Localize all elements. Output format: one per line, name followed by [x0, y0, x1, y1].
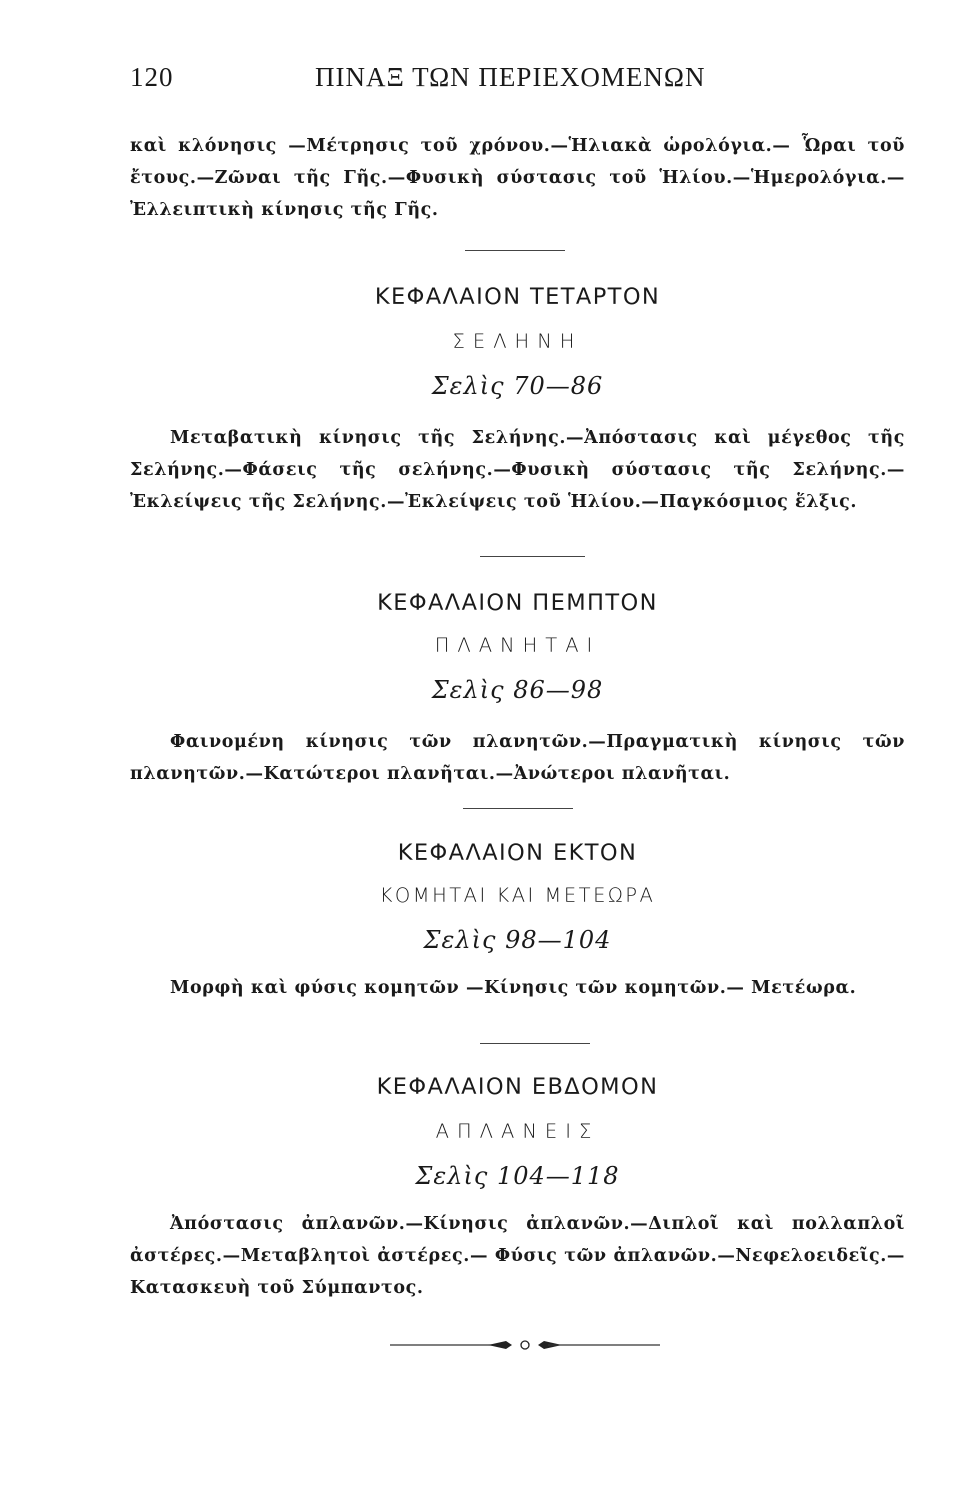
chapter-pages: Σελὶς 98—104 — [423, 926, 612, 954]
chapter-subtitle: ΚΟΜΗΤΑΙ ΚΑΙ ΜΕΤΕΩΡΑ — [379, 884, 656, 907]
chapter-contents: Ἀπόστασις ἀπλανῶν.—Κίνησις ἀπλανῶν.—Διπλοῖ καὶ πολλαπλοῖ ἀστέρες.—Μεταβλητοὶ ἀστέρες.— Φύσις τῶν ἀπλανῶν.—Νεφελοειδεῖς.—Κατασκευὴ τοῦ Σύμπαντος. — [130, 1214, 905, 1298]
page-header — [130, 62, 830, 98]
section-divider — [463, 808, 573, 809]
chapter-heading: ΚΕΦΑΛΑΙΟΝ ΠΕΜΠΤΟΝ — [377, 590, 658, 616]
ornament-flourish — [390, 1332, 660, 1358]
section-divider — [480, 556, 585, 557]
chapter-heading: ΚΕΦΑΛΑΙΟΝ ΤΕΤΑΡΤΟΝ — [374, 284, 661, 310]
chapter-pages: Σελὶς 104—118 — [415, 1162, 620, 1190]
page-number: 120 — [130, 62, 174, 92]
running-title: ΠΙΝΑΞ ΤΩΝ ΠΕΡΙΕΧΟΜΕΝΩΝ — [315, 62, 706, 92]
ornament-center-circle — [521, 1341, 529, 1349]
chapter-contents: Μεταβατικὴ κίνησις τῆς Σελήνης.—Ἀπόστασις καὶ μέγεθος τῆς Σελήνης.—Φάσεις τῆς σελήνης.—Φυσικὴ σύστασις τῆς Σελήνης.—Ἐκλείψεις τῆς Σελήνης.—Ἐκλείψεις τοῦ Ἡλίου.—Παγκόσμιος ἕλξις. — [130, 428, 905, 512]
chapter-contents: Φαινομένη κίνησις τῶν πλανητῶν.—Πραγματικὴ κίνησις τῶν πλανητῶν.—Κατώτεροι πλανῆται.—Ἀνώτεροι πλανῆται. — [130, 732, 905, 784]
chapter-heading: ΚΕΦΑΛΑΙΟΝ ΕΚΤΟΝ — [397, 840, 638, 866]
chapter-subtitle: ΠΛΑΝΗΤΑΙ — [434, 634, 601, 657]
chapter-contents: Μορφὴ καὶ φύσις κομητῶν —Κίνησις τῶν κομητῶν.— Μετέωρα. — [170, 978, 857, 998]
chapter-heading: ΚΕΦΑΛΑΙΟΝ ΕΒΔΟΜΟΝ — [376, 1074, 659, 1100]
section-divider — [480, 1043, 590, 1044]
intro-paragraph: καὶ κλόνησις —Μέτρησις τοῦ χρόνου.—Ἡλιακὰ ὡρολόγια.— Ὧραι τοῦ ἔτους.—Ζῶναι τῆς Γῆς.—Φυσικὴ σύστασις τοῦ Ἡλίου.—Ἡμερολόγια.—Ἐλλειπτικὴ κίνησις τῆς Γῆς. — [130, 136, 905, 220]
chapter-subtitle: ΣΕΛΗΝΗ — [452, 330, 583, 353]
chapter-pages: Σελὶς 70—86 — [431, 372, 604, 400]
ornament-arrow-left — [488, 1341, 512, 1349]
section-divider — [465, 250, 565, 251]
chapter-pages: Σελὶς 86—98 — [431, 676, 604, 704]
chapter-subtitle: ΑΠΛΑΝΕΙΣ — [435, 1120, 600, 1143]
